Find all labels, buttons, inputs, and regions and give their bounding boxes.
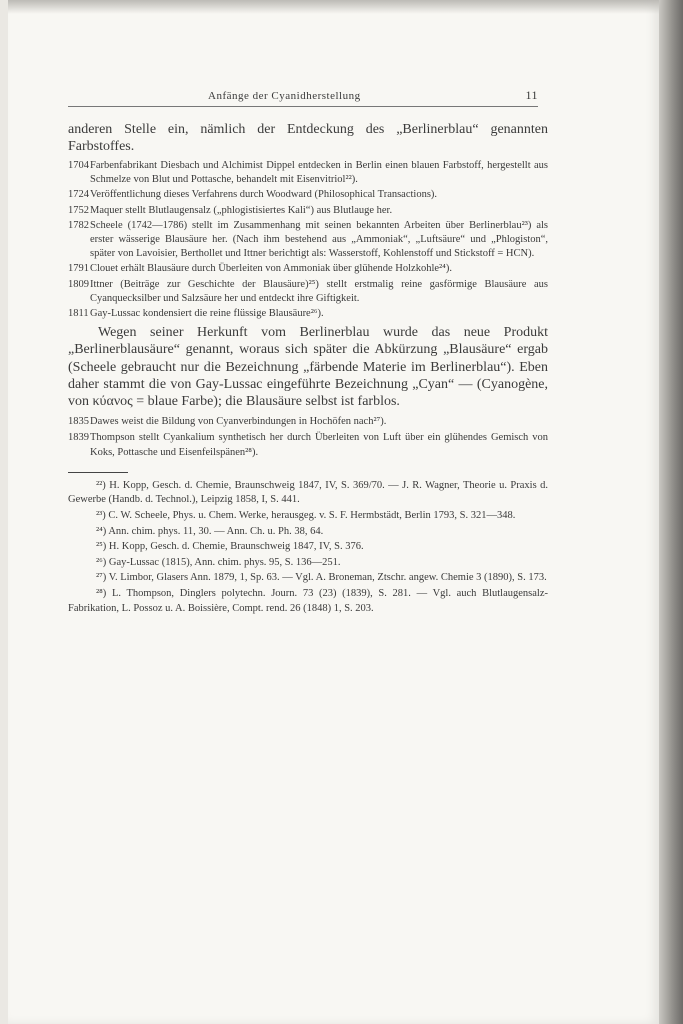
entry-year: 1752 [68,204,89,216]
chronology-list-2 [68,415,548,460]
header-rule [68,106,538,107]
entry-text: Clouet erhält Blausäure durch Überleiten von Ammoniak über glühende Holzkohle²⁴). [90,263,452,275]
running-title: Anfänge der Cyanidherstellung [208,90,361,102]
chronology-entry [68,204,548,218]
footnote: ²⁷) V. Limbor, Glasers Ann. 1879, 1, Sp. 63. — Vgl. A. Broneman, Ztschr. angew. Chemie 3 (1890), S. 173. [96,572,547,584]
chronology-list [68,159,548,321]
entry-text: Thompson stellt Cyankalium synthetisch her durch Überleiten von Luft über ein glühendes Gemisch von Koks, Pottasche und Eisenfeilspänen²⁸). [90,432,548,458]
entry-year: 1724 [68,189,89,201]
footnote: ²²) H. Kopp, Gesch. d. Chemie, Braunschweig 1847, IV, S. 369/70. — J. R. Wagner, Theorie u. Praxis d. Gewerbe (Handb. d. Technol.), Leipzig 1858, I, S. 441. [68,479,548,506]
main-paragraph: Wegen seiner Herkunft vom Berlinerblau wurde das neue Produkt „Berlinerblausäure“ genannt, woraus sich später die Abkürzung „Blausäure“ ergab (Scheele gebraucht nur die Bezeichnung „färbende Materie im Berlinerblau“). Eben daher stammt die von Gay-Lussac eingeführte Bezeichnung „Cyan“ — (Cyanogène, von κύανος = blaue Farbe); die Blausäure selbst ist farblos. [68,325,548,410]
intro-paragraph: anderen Stelle ein, nämlich der Entdeckung des „Berlinerblau“ genannten Farbstoffes. [68,122,548,154]
entry-text: Scheele (1742—1786) stellt im Zusammenhang mit seinen bekannten Arbeiten über Berlinerblau²³) als erster wässerige Blausäure her. (Nach ihm bestehend aus „Ammoniak“, „Luftsäure“ und „Phlogiston“, später von Lavoisier, Berthollet und Ittner berichtigt als: Wasserstoff, Kohlenstoff und Stickstoff = HCN). [90,219,548,260]
entry-text: Veröffentlichung dieses Verfahrens durch Woodward (Philosophical Transactions). [90,189,438,201]
entry-text: Gay-Lussac kondensiert die reine flüssige Blausäure²⁶). [90,308,324,320]
footnote: ²⁶) Gay-Lussac (1815), Ann. chim. phys. 95, S. 136—251. [96,556,341,568]
chronology-entry [68,188,548,202]
page-header [68,88,538,106]
entry-year: 1835 [68,416,89,428]
entry-text: Farbenfabrikant Diesbach und Alchimist Dippel entdecken in Berlin einen blauen Farbstoff, hergestellt aus Schmelze von Blut und Pottasche, behandelt mit Eisenvitriol²²). [90,160,548,186]
chronology-entry [68,278,548,306]
footnote: ²⁸) L. Thompson, Dinglers polytechn. Journ. 73 (23) (1839), S. 281. — Vgl. auch Blutlaugensalz-Fabrikation, L. Possoz u. A. Boissière, Compt. rend. 26 (1848) 1, S. 203. [68,588,548,614]
page-number: 11 [525,88,538,102]
top-edge-shadow [8,0,683,14]
chronology-entry [68,159,548,187]
footnotes [68,479,548,616]
entry-year: 1704 [68,160,89,171]
chronology-entry [68,219,548,262]
entry-year: 1839 [68,432,89,444]
chronology-entry [68,262,548,276]
entry-year: 1811 [68,308,89,320]
footnote: ²⁵) H. Kopp, Gesch. d. Chemie, Braunschweig 1847, IV, S. 376. [96,541,364,553]
book-page [8,0,660,1024]
chronology-entry [68,431,548,459]
footnote: ²³) C. W. Scheele, Phys. u. Chem. Werke, herausgeg. v. S. F. Hermbstädt, Berlin 1793, S. 321—348. [96,510,516,522]
chronology-entry [68,307,548,321]
chronology-entry [68,415,548,429]
page-content [68,121,548,617]
entry-year: 1791 [68,263,89,275]
footnote: ²⁴) Ann. chim. phys. 11, 30. — Ann. Ch. u. Ph. 38, 64. [96,525,324,537]
entry-text: Dawes weist die Bildung von Cyanverbindungen in Hochöfen nach²⁷). [90,416,387,428]
footnote-rule [68,472,128,473]
book-spine-edge [659,0,683,1024]
entry-text: Maquer stellt Blutlaugensalz („phlogistisiertes Kali“) aus Blutlauge her. [90,204,393,216]
entry-year: 1782 [68,219,89,231]
entry-year: 1809 [68,278,89,290]
entry-text: Ittner (Beiträge zur Geschichte der Blausäure)²⁵) stellt erstmalig reine gasförmige Blausäure aus Cyanquecksilber und Salzsäure her und entdeckt ihre Giftigkeit. [90,278,548,304]
